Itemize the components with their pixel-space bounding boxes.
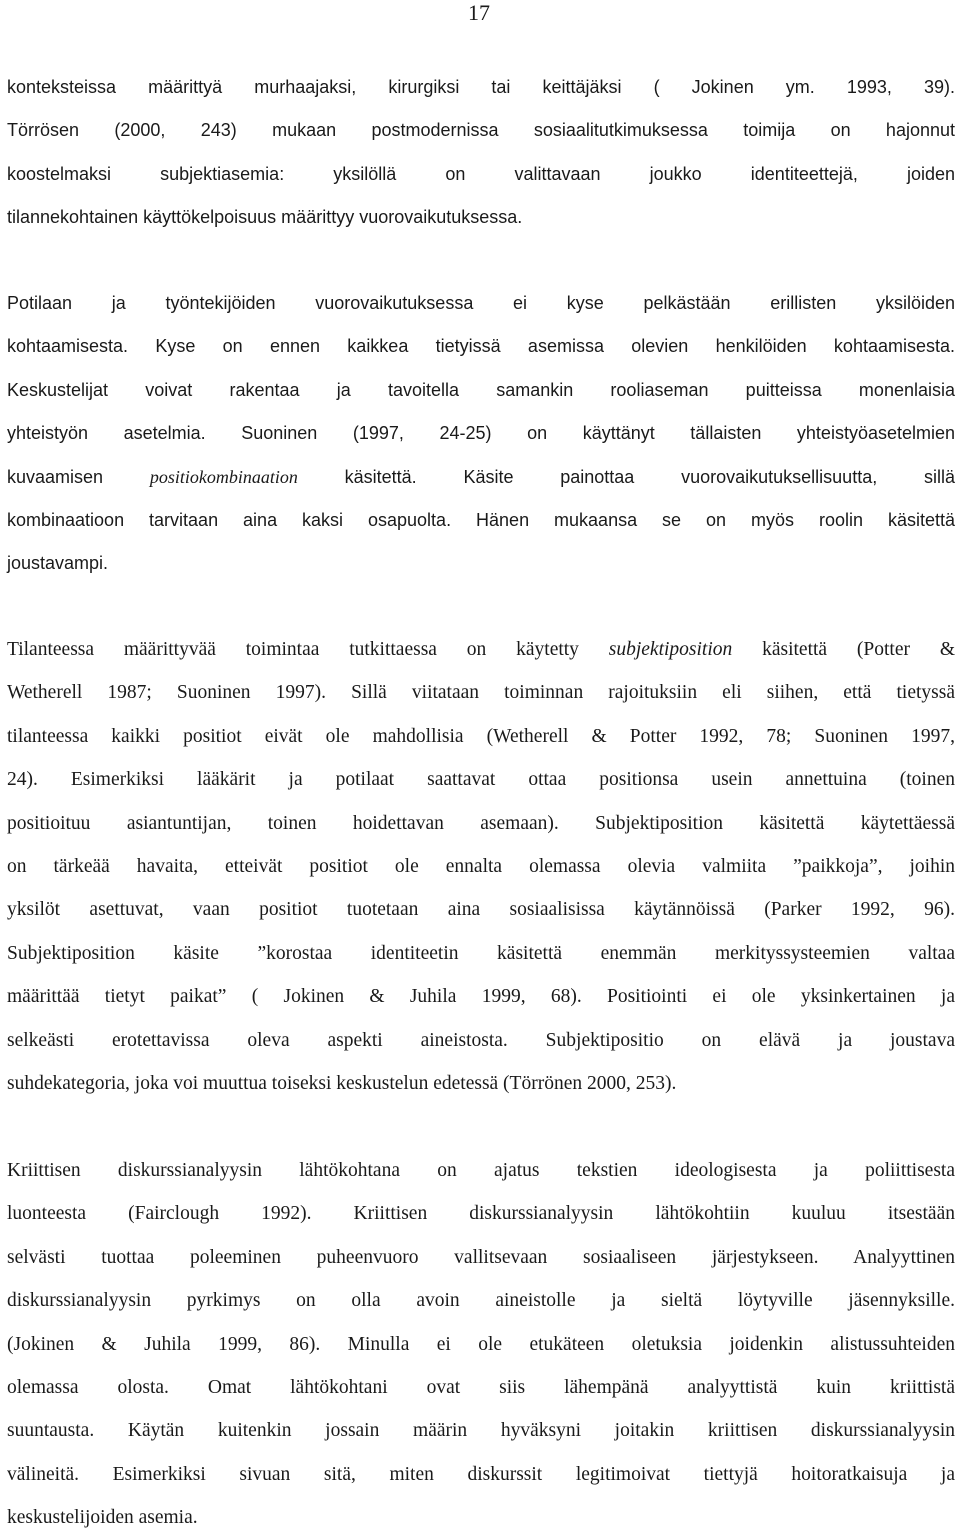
text-line: Wetherell 1987; Suoninen 1997). Sillä viitataan toiminnan rajoituksiin eli siihen, että tietyssä xyxy=(7,682,955,704)
text-line: positioituu asiantuntijan, toinen hoidettavan asemaan). Subjektiposition käsitettä käytettäessä xyxy=(7,812,955,834)
text-run: kuvaamisen xyxy=(7,466,150,487)
text-line: 24). Esimerkiksi lääkärit ja potilaat saattavat ottaa positionsa usein annettuina (toinen xyxy=(7,769,955,791)
page-number: 17 xyxy=(468,0,490,25)
text-run: Tilanteessa määrittyvää toimintaa tutkittaessa on käytetty xyxy=(7,639,609,660)
text-line: diskurssianalyysin pyrkimys on olla avoin aineistolle ja sieltä löytyville jäsennyksille. xyxy=(7,1290,955,1312)
text-line: Subjektiposition käsite ”korostaa identiteetin käsitettä enemmän merkityssysteemien valtaa xyxy=(7,942,955,964)
text-line: Potilaan ja työntekijöiden vuorovaikutuksessa ei kyse pelkästään erillisten yksilöiden xyxy=(7,293,955,313)
text-line: (Jokinen & Juhila 1999, 86). Minulla ei ole etukäteen oletuksia joidenkin alistussuhteiden xyxy=(7,1333,955,1355)
text-line: yksilöt asettuvat, vaan positiot tuotetaan aina sosiaalisissa käytännöissä (Parker 1992, 96). xyxy=(7,899,955,921)
text-line: on tärkeää havaita, etteivät positiot ole ennalta olemassa olevia valmiita ”paikkoja”, joihin xyxy=(7,855,955,877)
text-line: tilanteessa kaikki positiot eivät ole mahdollisia (Wetherell & Potter 1992, 78; Suoninen 1997, xyxy=(7,725,955,747)
text-line: kombinaatioon tarvitaan aina kaksi osapuolta. Hänen mukaansa se on myös roolin käsitettä xyxy=(7,509,955,530)
text-line xyxy=(7,456,955,499)
text-line: suuntausta. Käytän kuitenkin jossain määrin hyväksyni joitakin kriittisen diskurssianalyysin xyxy=(7,1420,955,1442)
text-line: yhteistyön asetelmia. Suoninen (1997, 24-25) on käyttänyt tällaisten yhteistyöasetelmien xyxy=(7,423,955,444)
text-line: selkeästi erotettavissa oleva aspekti aineistosta. Subjektipositio on elävä ja joustava xyxy=(7,1029,955,1051)
text-line: olemassa olosta. Omat lähtökohtani ovat siis lähempänä analyyttistä kuin kriittistä xyxy=(7,1376,955,1398)
text-line: luonteesta (Fairclough 1992). Kriittisen diskurssianalyysin lähtökohtiin kuuluu itsestään xyxy=(7,1203,955,1225)
text-line: Törrösen (2000, 243) mukaan postmodernissa sosiaalitutkimuksessa toimija on hajonnut xyxy=(7,120,955,141)
text-line: Kriittisen diskurssianalyysin lähtökohtana on ajatus tekstien ideologisesta ja poliittisesta xyxy=(7,1160,955,1181)
italic-term: positiokombinaation xyxy=(149,466,298,487)
text-line: joustavampi. xyxy=(7,553,109,574)
text-line: Keskustelijat voivat rakentaa ja tavoitella samankin rooliaseman puitteissa monenlaisia xyxy=(7,379,955,400)
text-run: käsitettä. Käsite painottaa vuorovaikutuksellisuutta, sillä xyxy=(297,466,955,487)
text-line: välineitä. Esimerkiksi sivuan sitä, miten diskurssit legitimoivat tiettyjä hoitoratkaisuja ja xyxy=(7,1463,955,1485)
text-line: selvästi tuottaa poleeminen puheenvuoro vallitsevaan sosiaaliseen järjestykseen. Analyyttinen xyxy=(7,1246,955,1268)
text-line: kohtaamisesta. Kyse on ennen kaikkea tietyissä asemissa olevien henkilöiden kohtaamisesta. xyxy=(7,336,955,357)
paragraph-4 xyxy=(7,1149,955,1540)
italic-term: subjektiposition xyxy=(608,639,733,660)
paragraph-3 xyxy=(7,628,955,1105)
text-line: koostelmaksi subjektiasemia: yksilöllä on valittavaan joukko identiteettejä, joiden xyxy=(7,163,955,184)
paragraph-2 xyxy=(7,282,955,586)
paragraph-1 xyxy=(7,66,955,240)
text-line: kontekstеissa määrittyä murhaajaksi, kirurgiksi tai keittäjäksi ( Jokinen ym. 1993, 39). xyxy=(7,77,955,97)
text-line xyxy=(7,628,955,671)
text-line: keskustelijoiden asemia. xyxy=(7,1507,198,1529)
text-line: määrittää tietyt paikat” ( Jokinen & Juhila 1999, 68). Positiointi ei ole yksinkertainen ja xyxy=(7,986,955,1008)
text-run: käsitettä (Potter & xyxy=(732,639,955,660)
text-line: suhdekategoria, joka voi muuttua toiseksi keskustelun edetessä (Törrönen 2000, 253). xyxy=(7,1072,677,1094)
text-line: tilannekohtainen käyttökelpoisuus määrittyy vuorovaikutuksessa. xyxy=(7,207,523,228)
